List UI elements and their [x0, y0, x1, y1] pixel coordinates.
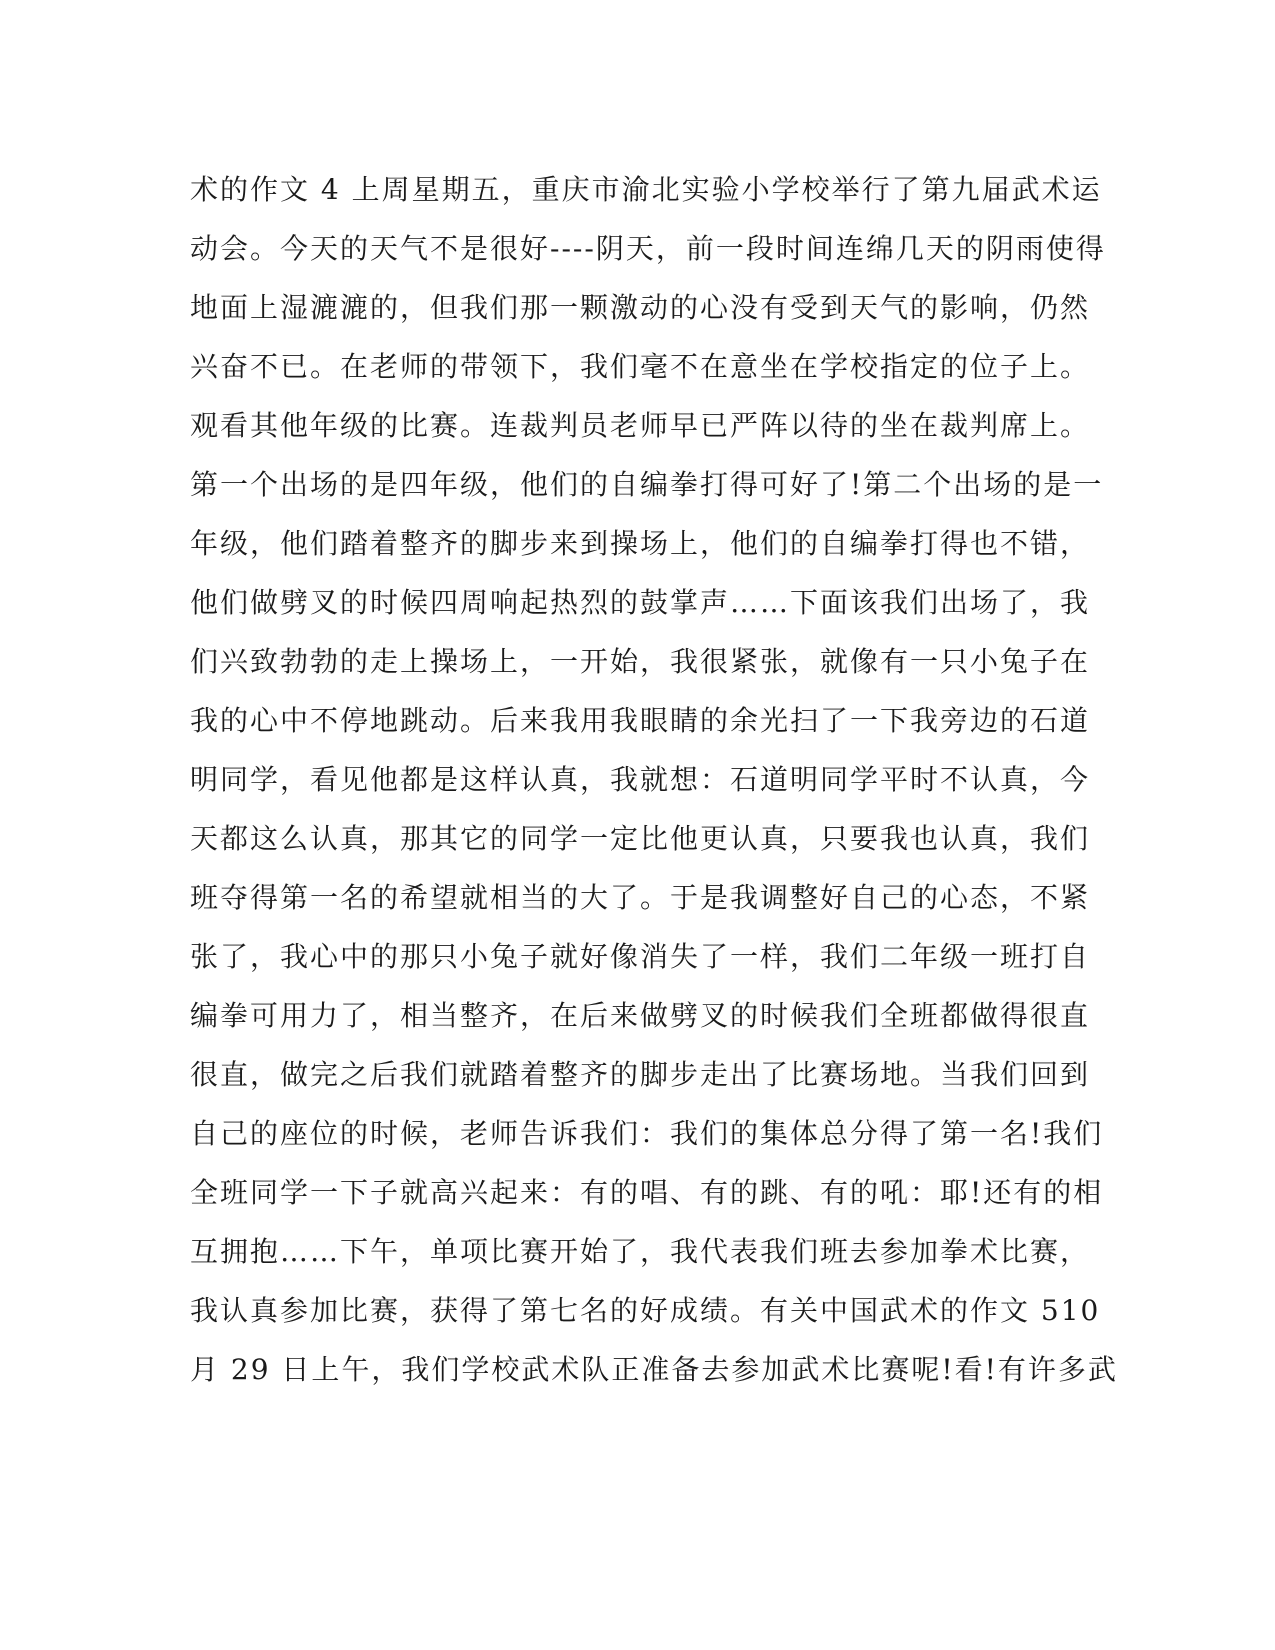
text-line: 们兴致勃勃的走上操场上，一开始，我很紧张，就像有一只小兔子在: [190, 645, 1091, 678]
essay-text: [190, 160, 1118, 1399]
text-line: 兴奋不已。在老师的带领下，我们毫不在意坐在学校指定的位子上。: [190, 350, 1091, 383]
text-line: 动会。今天的天气不是很好----阴天，前一段时间连绵几天的阴雨使得: [190, 232, 1106, 265]
text-line: 我认真参加比赛，获得了第七名的好成绩。有关中国武术的作文 510: [190, 1294, 1101, 1327]
text-line: 第一个出场的是四年级，他们的自编拳打得可好了!第二个出场的是一: [190, 468, 1104, 501]
text-line: 天都这么认真，那其它的同学一定比他更认真，只要我也认真，我们: [190, 822, 1091, 855]
text-line: 他们做劈叉的时候四周响起热烈的鼓掌声……下面该我们出场了，我: [190, 586, 1091, 619]
text-line: 月 29 日上午，我们学校武术队正准备去参加武术比赛呢!看!有许多武: [190, 1353, 1118, 1386]
text-line: 自己的座位的时候，老师告诉我们：我们的集体总分得了第一名!我们: [190, 1117, 1104, 1150]
text-line: 我的心中不停地跳动。后来我用我眼睛的余光扫了一下我旁边的石道: [190, 704, 1091, 737]
text-line: 很直，做完之后我们就踏着整齐的脚步走出了比赛场地。当我们回到: [190, 1058, 1091, 1091]
text-line: 明同学，看见他都是这样认真，我就想：石道明同学平时不认真，今: [190, 763, 1091, 796]
text-line: 张了，我心中的那只小兔子就好像消失了一样，我们二年级一班打自: [190, 940, 1091, 973]
text-line: 观看其他年级的比赛。连裁判员老师早已严阵以待的坐在裁判席上。: [190, 409, 1091, 442]
text-line: 班夺得第一名的希望就相当的大了。于是我调整好自己的心态，不紧: [190, 881, 1091, 914]
text-line: 编拳可用力了，相当整齐，在后来做劈叉的时候我们全班都做得很直: [190, 999, 1091, 1032]
text-line: 年级，他们踏着整齐的脚步来到操场上，他们的自编拳打得也不错，: [190, 527, 1091, 560]
text-line: 术的作文 4 上周星期五，重庆市渝北实验小学校举行了第九届武术运: [190, 173, 1102, 206]
text-line: 全班同学一下子就高兴起来：有的唱、有的跳、有的吼：耶!还有的相: [190, 1176, 1104, 1209]
text-line: 地面上湿漉漉的，但我们那一颗激动的心没有受到天气的影响，仍然: [190, 291, 1091, 324]
text-line: 互拥抱……下午，单项比赛开始了，我代表我们班去参加拳术比赛，: [190, 1235, 1091, 1268]
